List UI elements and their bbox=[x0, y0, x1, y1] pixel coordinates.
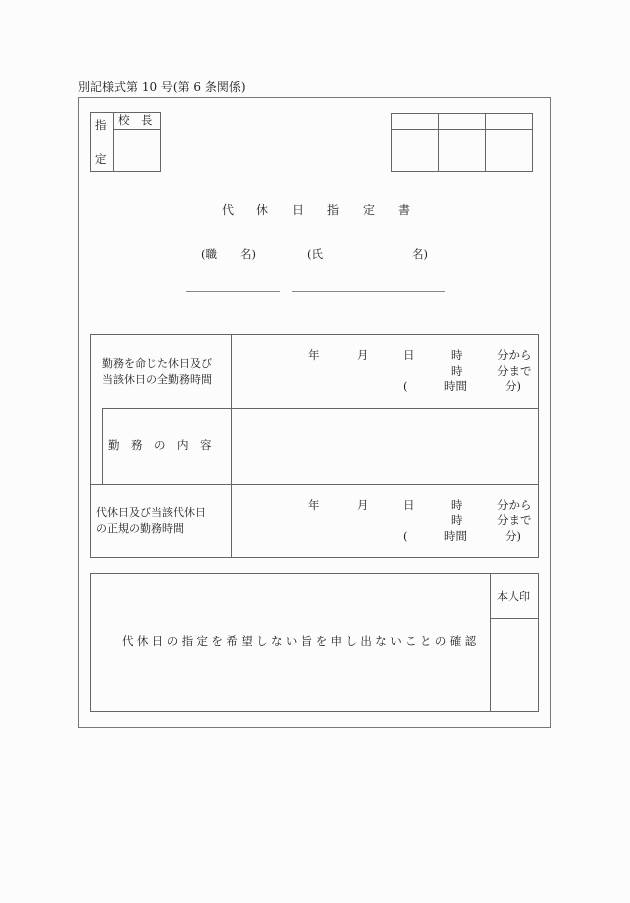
row1-min-to: 分まで bbox=[497, 364, 532, 378]
row3-month: 月 bbox=[357, 498, 369, 512]
personal-seal-field[interactable] bbox=[491, 619, 538, 711]
row3-hours: 時間 bbox=[444, 529, 467, 543]
row3-min-to: 分まで bbox=[497, 513, 532, 527]
row1-month: 月 bbox=[357, 348, 369, 362]
row3-hour-to: 時 bbox=[451, 513, 463, 527]
principal-stamp-field[interactable] bbox=[114, 130, 160, 171]
row1-min-from: 分から bbox=[497, 348, 532, 362]
principal-header: 校 長 bbox=[118, 113, 153, 127]
row1-year: 年 bbox=[308, 348, 320, 362]
job-title-label: (職 名) bbox=[201, 247, 256, 261]
row3-year: 年 bbox=[308, 498, 320, 512]
row3-hour-from: 時 bbox=[451, 498, 463, 512]
approval-label-top: 指 bbox=[95, 118, 107, 132]
row1-day: 日 bbox=[403, 348, 415, 362]
row3-min-close: 分) bbox=[505, 529, 521, 543]
approval-label-bottom: 定 bbox=[95, 152, 107, 166]
stamp-field-2[interactable] bbox=[439, 130, 485, 171]
row3-day: 日 bbox=[403, 498, 415, 512]
row1-hours: 時間 bbox=[444, 379, 467, 393]
row3-paren-open: ( bbox=[403, 529, 408, 543]
work-content-field[interactable] bbox=[232, 409, 538, 484]
row1-hour-from: 時 bbox=[451, 348, 463, 362]
confirmation-text: 代休日の指定を希望しない旨を申し出ないことの確認 bbox=[122, 634, 480, 648]
stamp-field-3[interactable] bbox=[486, 130, 532, 171]
stamp-field-1[interactable] bbox=[392, 130, 438, 171]
row2-label: 勤 務 の 内 容 bbox=[108, 438, 212, 452]
row1-label: 勤務を命じた休日及び 当該休日の全勤務時間 bbox=[102, 357, 212, 386]
row3-label: 代休日及び当該代休日 の正規の勤務時間 bbox=[96, 506, 206, 535]
seal-label: 本人印 bbox=[497, 590, 530, 603]
job-title-field[interactable] bbox=[186, 272, 280, 291]
form-caption: 別記様式第 10 号(第 6 条関係) bbox=[78, 80, 246, 94]
name-label-open: (氏 bbox=[307, 247, 323, 261]
row1-paren-open: ( bbox=[403, 379, 408, 393]
row1-min-close: 分) bbox=[505, 379, 521, 393]
name-label-close: 名) bbox=[412, 247, 428, 261]
name-underline bbox=[292, 291, 445, 292]
job-title-underline bbox=[186, 291, 280, 292]
row3-datetime-field[interactable] bbox=[232, 485, 538, 557]
row1-hour-to: 時 bbox=[451, 364, 463, 378]
row3-min-from: 分から bbox=[497, 498, 532, 512]
row1-datetime-field[interactable] bbox=[232, 335, 538, 408]
name-field[interactable] bbox=[292, 272, 445, 291]
